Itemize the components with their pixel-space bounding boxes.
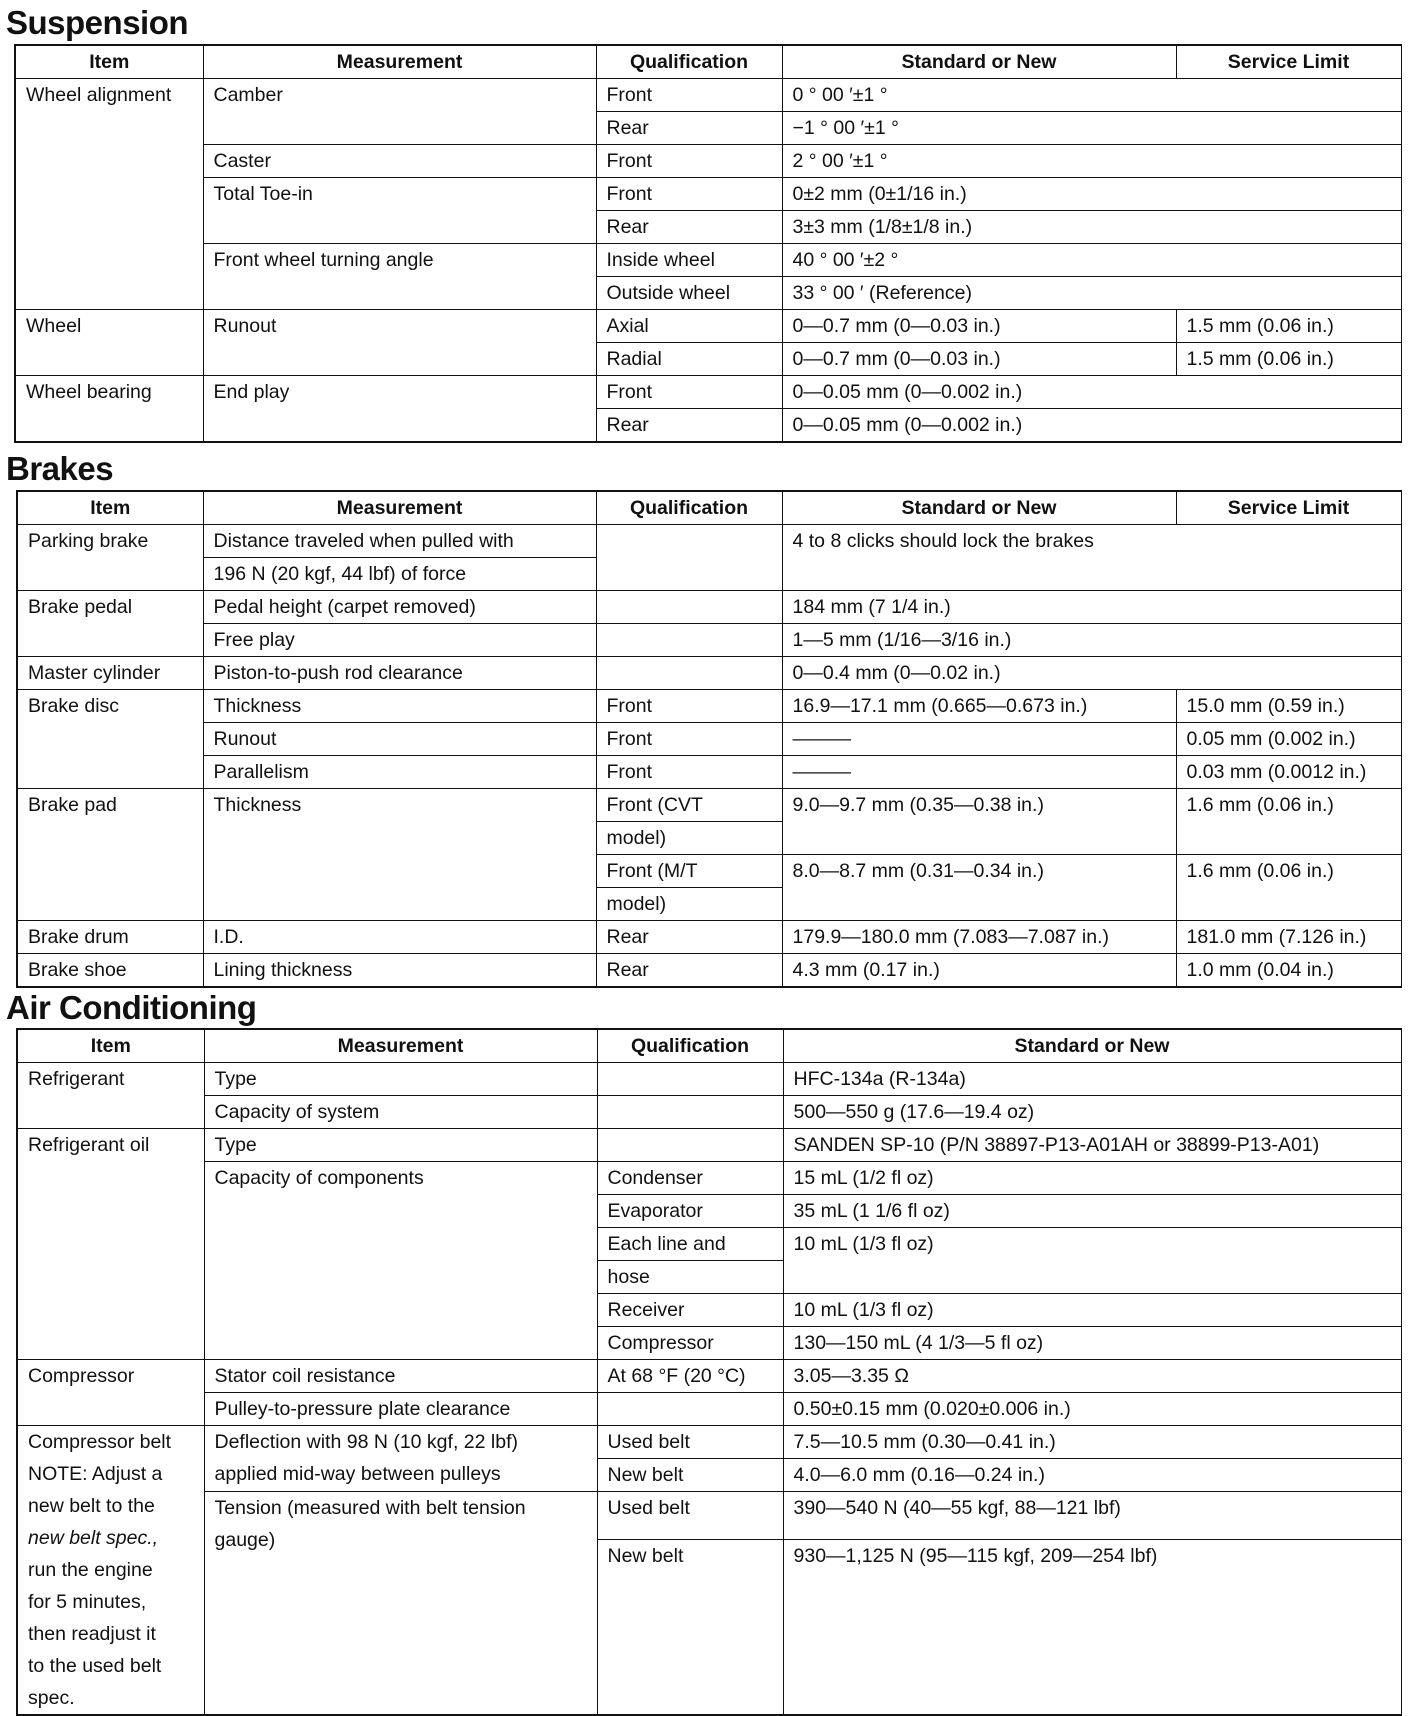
- table-row: [17, 1162, 1401, 1195]
- measurement-cell: Runout: [203, 310, 596, 376]
- table-row: [17, 789, 1401, 822]
- measurement-cell: Distance traveled when pulled with: [203, 525, 596, 558]
- note-line: run the engine: [28, 1559, 153, 1581]
- header-qualification: Qualification: [596, 45, 782, 79]
- standard-cell: 130—150 mL (4 1/3—5 fl oz): [783, 1327, 1401, 1360]
- standard-cell: 7.5—10.5 mm (0.30—0.41 in.): [783, 1426, 1401, 1459]
- item-cell: Wheel: [15, 310, 203, 376]
- limit-cell: 0.03 mm (0.0012 in.): [1176, 756, 1401, 789]
- qualification-cell: Rear: [596, 954, 782, 988]
- table-row: [17, 1426, 1401, 1459]
- item-cell: Master cylinder: [17, 657, 203, 690]
- item-cell: Brake shoe: [17, 954, 203, 988]
- header-item: Item: [17, 1029, 204, 1063]
- qualification-cell: Front: [596, 690, 782, 723]
- measurement-line: Tension (measured with belt tension: [214, 1497, 526, 1519]
- measurement-cell: Lining thickness: [203, 954, 596, 988]
- standard-cell: −1 ° 00 ′±1 °: [782, 112, 1401, 145]
- limit-cell: 181.0 mm (7.126 in.): [1176, 921, 1401, 954]
- qualification-cell: Front (M/T: [596, 855, 782, 888]
- standard-cell: 3±3 mm (1/8±1/8 in.): [782, 211, 1401, 244]
- compressor-belt-note: [17, 1426, 204, 1716]
- standard-cell: 4.0—6.0 mm (0.16—0.24 in.): [783, 1459, 1401, 1492]
- standard-cell: 1—5 mm (1/16—3/16 in.): [782, 624, 1401, 657]
- limit-cell: 15.0 mm (0.59 in.): [1176, 690, 1401, 723]
- qualification-cell: model): [596, 888, 782, 921]
- table-row: [17, 525, 1401, 558]
- table-row: [17, 1492, 1401, 1540]
- table-row: [15, 178, 1401, 211]
- qualification-cell: Evaporator: [597, 1195, 783, 1228]
- header-qualification: Qualification: [596, 491, 782, 525]
- item-cell: Brake disc: [17, 690, 203, 789]
- measurement-cell: 196 N (20 kgf, 44 lbf) of force: [203, 558, 596, 591]
- qualification-cell: Front: [596, 756, 782, 789]
- measurement-cell: End play: [203, 376, 596, 443]
- measurement-cell: Runout: [203, 723, 596, 756]
- table-row: [17, 756, 1401, 789]
- standard-cell: 184 mm (7 1/4 in.): [782, 591, 1401, 624]
- standard-cell: HFC-134a (R-134a): [783, 1063, 1401, 1096]
- table-row: [17, 1063, 1401, 1096]
- table-row: [17, 591, 1401, 624]
- brakes-table: [16, 490, 1402, 988]
- standard-cell: 0±2 mm (0±1/16 in.): [782, 178, 1401, 211]
- header-measurement: Measurement: [203, 45, 596, 79]
- air-conditioning-table: [16, 1028, 1402, 1716]
- standard-cell: 10 mL (1/3 fl oz): [783, 1294, 1401, 1327]
- table-row: [17, 690, 1401, 723]
- header-item: Item: [17, 491, 203, 525]
- header-measurement: Measurement: [204, 1029, 597, 1063]
- item-cell: Brake pedal: [17, 591, 203, 657]
- measurement-cell: Type: [204, 1129, 597, 1162]
- qualification-cell: Axial: [596, 310, 782, 343]
- table-row: [17, 723, 1401, 756]
- item-cell: Parking brake: [17, 525, 203, 591]
- qualification-cell: [597, 1096, 783, 1129]
- qualification-cell: Used belt: [597, 1492, 783, 1540]
- standard-cell: 4.3 mm (0.17 in.): [782, 954, 1176, 988]
- qualification-cell: [596, 624, 782, 657]
- standard-cell: 33 ° 00 ′ (Reference): [782, 277, 1401, 310]
- qualification-cell: Outside wheel: [596, 277, 782, 310]
- standard-cell: 3.05—3.35 Ω: [783, 1360, 1401, 1393]
- table-row: [17, 921, 1401, 954]
- table-row: [17, 954, 1401, 988]
- header-measurement: Measurement: [203, 491, 596, 525]
- suspension-title: Suspension: [6, 4, 189, 41]
- standard-cell: 0—0.05 mm (0—0.002 in.): [782, 409, 1401, 443]
- standard-cell: 0—0.7 mm (0—0.03 in.): [782, 310, 1176, 343]
- standard-cell: 2 ° 00 ′±1 °: [782, 145, 1401, 178]
- measurement-cell: Pedal height (carpet removed): [203, 591, 596, 624]
- suspension-header-row: [15, 45, 1401, 79]
- measurement-cell: Caster: [203, 145, 596, 178]
- header-service-limit: Service Limit: [1176, 491, 1401, 525]
- measurement-line: gauge): [214, 1529, 276, 1551]
- qualification-cell: Inside wheel: [596, 244, 782, 277]
- qualification-cell: Rear: [596, 211, 782, 244]
- standard-cell: 390—540 N (40—55 kgf, 88—121 lbf): [783, 1492, 1401, 1540]
- standard-cell: 500—550 g (17.6—19.4 oz): [783, 1096, 1401, 1129]
- standard-cell: ———: [782, 756, 1176, 789]
- qualification-cell: At 68 °F (20 °C): [597, 1360, 783, 1393]
- measurement-cell: Thickness: [203, 690, 596, 723]
- measurement-cell: Thickness: [203, 789, 596, 921]
- item-cell: Refrigerant oil: [17, 1129, 204, 1360]
- qualification-cell: Front: [596, 145, 782, 178]
- measurement-cell: I.D.: [203, 921, 596, 954]
- table-row: [15, 79, 1401, 112]
- qualification-cell: Each line and: [597, 1228, 783, 1261]
- measurement-cell: Piston-to-push rod clearance: [203, 657, 596, 690]
- limit-cell: 1.6 mm (0.06 in.): [1176, 855, 1401, 921]
- table-row: [17, 1129, 1401, 1162]
- standard-cell: 0.50±0.15 mm (0.020±0.006 in.): [783, 1393, 1401, 1426]
- qualification-cell: [596, 657, 782, 690]
- limit-cell: 1.5 mm (0.06 in.): [1176, 310, 1401, 343]
- standard-cell: 0—0.05 mm (0—0.002 in.): [782, 376, 1401, 409]
- qualification-cell: Rear: [596, 112, 782, 145]
- standard-cell: 4 to 8 clicks should lock the brakes: [782, 525, 1401, 591]
- measurement-cell: Capacity of components: [204, 1162, 597, 1360]
- item-cell: Brake pad: [17, 789, 203, 921]
- measurement-cell: [204, 1426, 597, 1492]
- standard-cell: 35 mL (1 1/6 fl oz): [783, 1195, 1401, 1228]
- limit-cell: 1.5 mm (0.06 in.): [1176, 343, 1401, 376]
- standard-cell: 8.0—8.7 mm (0.31—0.34 in.): [782, 855, 1176, 921]
- header-service-limit: Service Limit: [1176, 45, 1401, 79]
- table-row: [15, 244, 1401, 277]
- measurement-cell: Total Toe-in: [203, 178, 596, 244]
- table-row: [17, 1096, 1401, 1129]
- qualification-cell: Rear: [596, 409, 782, 443]
- qualification-cell: [596, 591, 782, 624]
- standard-cell: 16.9—17.1 mm (0.665—0.673 in.): [782, 690, 1176, 723]
- qualification-cell: Front: [596, 723, 782, 756]
- qualification-cell: [596, 525, 782, 591]
- item-cell: Wheel bearing: [15, 376, 203, 443]
- table-row: [15, 310, 1401, 343]
- qualification-cell: [597, 1063, 783, 1096]
- measurement-cell: Stator coil resistance: [204, 1360, 597, 1393]
- limit-cell: 1.0 mm (0.04 in.): [1176, 954, 1401, 988]
- measurement-line: Deflection with 98 N (10 kgf, 22 lbf): [214, 1431, 518, 1453]
- limit-cell: 0.05 mm (0.002 in.): [1176, 723, 1401, 756]
- qualification-cell: Radial: [596, 343, 782, 376]
- note-line: Compressor belt: [28, 1431, 172, 1453]
- standard-cell: 9.0—9.7 mm (0.35—0.38 in.): [782, 789, 1176, 855]
- brakes-title: Brakes: [6, 450, 114, 487]
- qualification-cell: New belt: [597, 1459, 783, 1492]
- item-cell: Compressor: [17, 1360, 204, 1426]
- note-line: then readjust it: [28, 1623, 156, 1645]
- note-line: spec.: [28, 1687, 75, 1709]
- measurement-cell: Parallelism: [203, 756, 596, 789]
- standard-cell: 179.9—180.0 mm (7.083—7.087 in.): [782, 921, 1176, 954]
- note-line: NOTE: Adjust a: [28, 1463, 163, 1485]
- standard-cell: ———: [782, 723, 1176, 756]
- qualification-cell: hose: [597, 1261, 783, 1294]
- table-row: [17, 624, 1401, 657]
- measurement-cell: Type: [204, 1063, 597, 1096]
- qualification-cell: Receiver: [597, 1294, 783, 1327]
- item-cell: Refrigerant: [17, 1063, 204, 1129]
- suspension-table: [14, 44, 1402, 443]
- qualification-cell: [597, 1129, 783, 1162]
- note-line: new belt spec.,: [28, 1527, 159, 1549]
- standard-cell: 0—0.4 mm (0—0.02 in.): [782, 657, 1401, 690]
- table-row: [17, 1360, 1401, 1393]
- header-qualification: Qualification: [597, 1029, 783, 1063]
- qualification-cell: Rear: [596, 921, 782, 954]
- standard-cell: 10 mL (1/3 fl oz): [783, 1228, 1401, 1294]
- standard-cell: 930—1,125 N (95—115 kgf, 209—254 lbf): [783, 1540, 1401, 1715]
- note-line: new belt to the: [28, 1495, 155, 1517]
- measurement-line: applied mid-way between pulleys: [214, 1463, 501, 1485]
- standard-cell: 0—0.7 mm (0—0.03 in.): [782, 343, 1176, 376]
- qualification-cell: Front (CVT: [596, 789, 782, 822]
- standard-cell: 40 ° 00 ′±2 °: [782, 244, 1401, 277]
- header-standard: Standard or New: [783, 1029, 1401, 1063]
- qualification-cell: Front: [596, 79, 782, 112]
- qualification-cell: [597, 1393, 783, 1426]
- qualification-cell: Condenser: [597, 1162, 783, 1195]
- ac-header-row: [17, 1029, 1401, 1063]
- measurement-cell: Free play: [203, 624, 596, 657]
- standard-cell: 0 ° 00 ′±1 °: [782, 79, 1401, 112]
- measurement-cell: Pulley-to-pressure plate clearance: [204, 1393, 597, 1426]
- measurement-cell: Capacity of system: [204, 1096, 597, 1129]
- table-row: [15, 145, 1401, 178]
- measurement-cell: Camber: [203, 79, 596, 145]
- air-conditioning-title: Air Conditioning: [6, 989, 257, 1026]
- qualification-cell: Used belt: [597, 1426, 783, 1459]
- item-cell: Wheel alignment: [15, 79, 203, 310]
- qualification-cell: Front: [596, 376, 782, 409]
- qualification-cell: Compressor: [597, 1327, 783, 1360]
- standard-cell: 15 mL (1/2 fl oz): [783, 1162, 1401, 1195]
- standard-cell: SANDEN SP-10 (P/N 38897-P13-A01AH or 38899-P13-A01): [783, 1129, 1401, 1162]
- limit-cell: 1.6 mm (0.06 in.): [1176, 789, 1401, 855]
- table-row: [17, 1393, 1401, 1426]
- header-item: Item: [15, 45, 203, 79]
- qualification-cell: New belt: [597, 1540, 783, 1715]
- measurement-cell: Front wheel turning angle: [203, 244, 596, 310]
- table-row: [17, 657, 1401, 690]
- note-line: for 5 minutes,: [28, 1591, 147, 1613]
- header-standard: Standard or New: [782, 45, 1176, 79]
- header-standard: Standard or New: [782, 491, 1176, 525]
- item-cell: Brake drum: [17, 921, 203, 954]
- measurement-cell: [204, 1492, 597, 1716]
- note-line: to the used belt: [28, 1655, 162, 1677]
- qualification-cell: model): [596, 822, 782, 855]
- brakes-header-row: [17, 491, 1401, 525]
- qualification-cell: Front: [596, 178, 782, 211]
- table-row: [15, 376, 1401, 409]
